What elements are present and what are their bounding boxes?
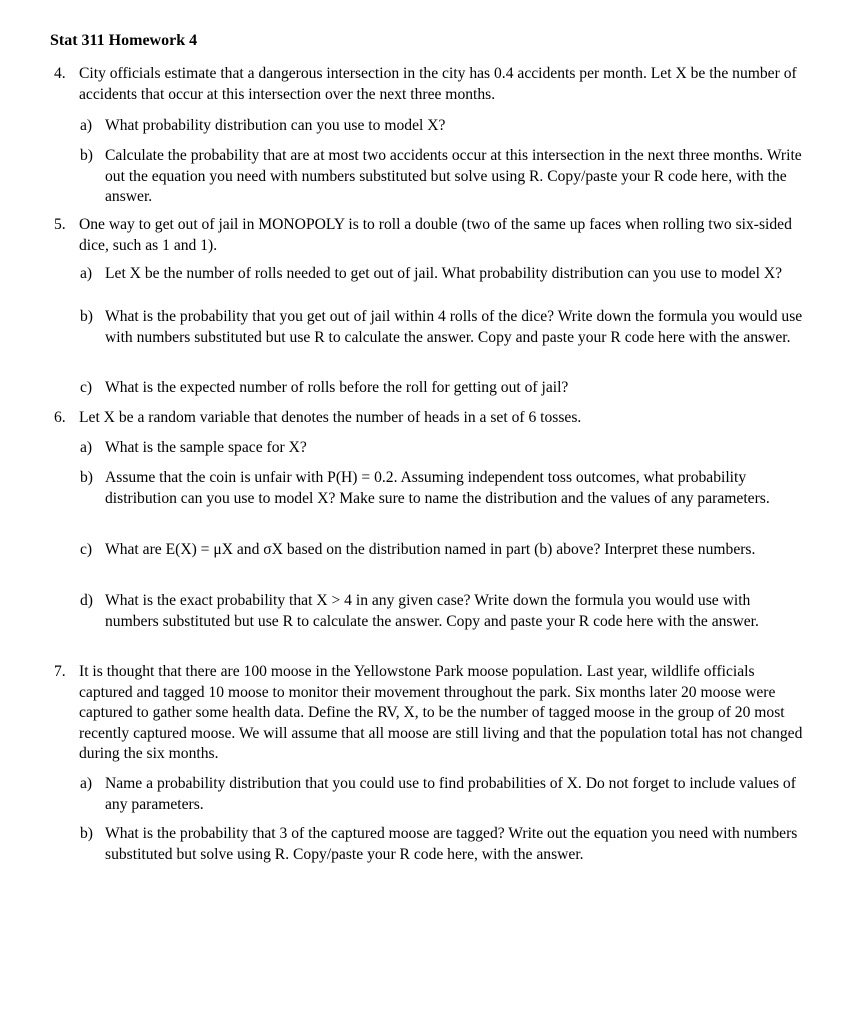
part-text: What is the probability that you get out of jail within 4 rolls of the dice? Write down the formula you would use with numbers substituted but use R to calculate the answer. Copy and paste your R code here with the answer. bbox=[105, 308, 803, 346]
question-text: Let X be a random variable that denotes the number of heads in a set of 6 tosses. bbox=[79, 409, 582, 426]
question-text: It is thought that there are 100 moose in the Yellowstone Park moose population. Last year, wildlife officials captured and tagged 10 moose to monitor their movement throughout the park. Six months later 20 moose were captured to gather some health data. Define the RV, X, to be the number of tagged moose in the group of 20 most recently captured moose. We will assume that all moose are still living and that the population total has not changed during the six months. bbox=[79, 663, 803, 762]
part-text: Assume that the coin is unfair with P(H) = 0.2. Assuming independent toss outcomes, what probability distribution can you use to model X? Make sure to name the distribution and the values of any parameters. bbox=[105, 469, 770, 507]
part-label: c) bbox=[80, 541, 93, 558]
part-text: What are E(X) = μX and σX based on the distribution named in part (b) above? Interpret these numbers. bbox=[105, 541, 756, 558]
part-text: What is the sample space for X? bbox=[105, 439, 307, 456]
question-number: 5. bbox=[54, 216, 66, 233]
question-7 bbox=[50, 662, 820, 765]
question-5b bbox=[80, 307, 820, 348]
part-text: Calculate the probability that are at most two accidents occur at this intersection in the next three months. Write out the equation you need with numbers substituted but solve using R. Copy/paste your R code here, with the answer. bbox=[105, 147, 802, 205]
part-text: What is the exact probability that X > 4 in any given case? Write down the formula you would use with numbers substituted but use R to calculate the answer. Copy and paste your R code here with the answer. bbox=[105, 592, 759, 630]
question-6a bbox=[80, 438, 820, 459]
question-number: 6. bbox=[54, 409, 66, 426]
question-number: 4. bbox=[54, 65, 66, 82]
part-text: What is the probability that 3 of the captured moose are tagged? Write out the equation you need with numbers substituted but solve using R. Copy/paste your R code here, with the answer. bbox=[105, 825, 798, 863]
part-label: a) bbox=[80, 775, 93, 792]
question-text: One way to get out of jail in MONOPOLY is to roll a double (two of the same up faces when rolling two six-sided dice, such as 1 and 1). bbox=[79, 216, 792, 254]
part-text: What probability distribution can you use to model X? bbox=[105, 117, 446, 134]
question-7a bbox=[80, 774, 820, 815]
question-6c bbox=[80, 540, 820, 561]
part-label: b) bbox=[80, 825, 93, 842]
question-4 bbox=[50, 64, 820, 105]
question-number: 7. bbox=[54, 663, 66, 680]
part-label: b) bbox=[80, 308, 93, 325]
part-label: b) bbox=[80, 147, 93, 164]
question-6 bbox=[50, 408, 820, 429]
part-text: Name a probability distribution that you could use to find probabilities of X. Do not forget to include values of any parameters. bbox=[105, 775, 796, 813]
question-6b bbox=[80, 468, 820, 509]
question-4b bbox=[80, 146, 820, 208]
part-label: a) bbox=[80, 439, 93, 456]
question-6d bbox=[80, 591, 820, 632]
part-text: What is the expected number of rolls before the roll for getting out of jail? bbox=[105, 379, 569, 396]
question-4a bbox=[80, 116, 820, 137]
part-label: d) bbox=[80, 592, 93, 609]
part-label: b) bbox=[80, 469, 93, 486]
page-title: Stat 311 Homework 4 bbox=[50, 32, 198, 49]
part-label: a) bbox=[80, 265, 93, 282]
question-5 bbox=[50, 215, 820, 256]
question-7b bbox=[80, 824, 820, 865]
question-5c bbox=[80, 378, 820, 399]
question-text: City officials estimate that a dangerous intersection in the city has 0.4 accidents per month. Let X be the number of accidents that occur at this intersection over the next three months. bbox=[79, 65, 797, 103]
part-text: Let X be the number of rolls needed to get out of jail. What probability distribution can you use to model X? bbox=[105, 265, 783, 282]
question-5a bbox=[80, 264, 820, 285]
part-label: a) bbox=[80, 117, 93, 134]
part-label: c) bbox=[80, 379, 93, 396]
